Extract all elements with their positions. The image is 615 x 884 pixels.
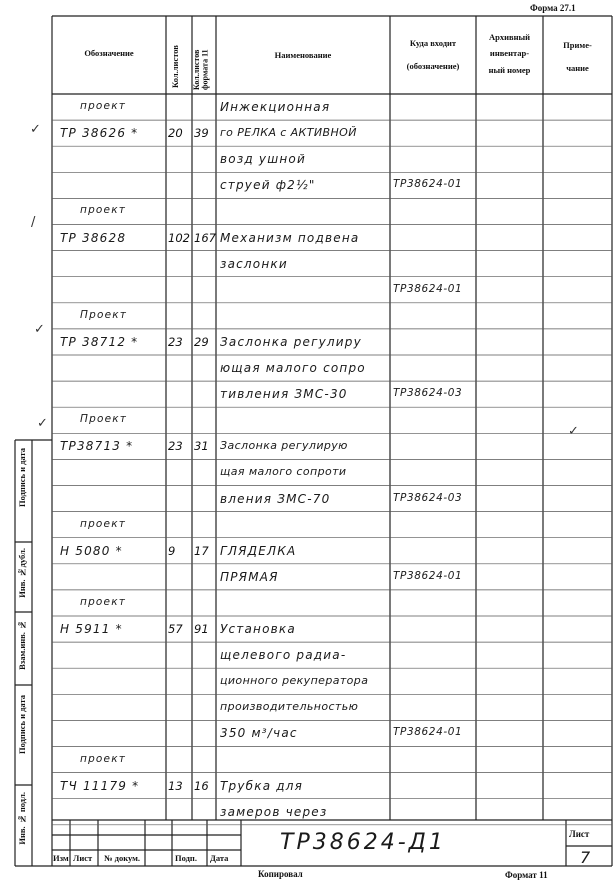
copied-by-label: Копировал [258,869,303,879]
sheet-number: 7 [580,848,592,867]
row-sheets-f11: 39 [194,126,209,141]
row-name: замеров через [220,804,328,819]
row-name: производительностью [220,700,359,714]
check-mark-icon: ✓ [568,424,579,439]
row-where: ТР38624-01 [393,569,463,582]
row-designation: проект [80,204,127,217]
row-name: Инжекционная [220,100,331,114]
footer-data: Дата [210,853,229,863]
row-designation: ТР38713 * [60,439,134,454]
row-where: ТР38624-01 [393,178,463,191]
row-name: Трубка для [220,778,304,793]
header-sheets-f11: Кол.листов формата 11 [192,49,210,90]
row-where: ТР38624-03 [393,387,463,400]
row-name: Установка [220,622,296,636]
row-sheets: 20 [168,126,183,141]
row-name: Механизм подвена [220,230,360,245]
row-designation: проект [80,100,127,112]
row-sheets: 23 [168,439,183,454]
header-archive-line3: ный номер [488,64,531,75]
row-designation: Проект [80,308,128,321]
check-mark-icon: ✓ [34,322,45,337]
check-mark-icon: ✓ [30,122,41,137]
row-name: 350 м³/час [220,726,298,741]
header-name: Наименование [274,50,332,60]
sheet-label: Лист [569,829,590,839]
check-mark-icon: ✓ [37,416,48,431]
side-label-inv-podl: Инв. № подл. [17,792,27,845]
row-sheets: 23 [168,334,183,349]
header-archive-line1: Архивный [488,32,531,42]
side-label-signature-date-2: Подпись и дата [17,695,27,754]
row-designation: Н 5080 * [60,543,123,558]
row-where: ТР38624-03 [393,491,463,504]
row-sheets-f11: 167 [194,230,216,245]
row-where: ТР38624-01 [393,282,463,295]
row-sheets-f11: 91 [194,622,209,636]
header-designation: Обозначение [84,48,134,58]
row-designation: Проект [80,413,128,426]
row-name: струей ф2½" [220,178,316,193]
row-name: Заслонка регулирую [220,439,348,453]
row-name: Заслонка регулиру [220,334,362,349]
row-designation: ТР 38628 [60,230,127,245]
document-designation: ТР38624-Д1 [280,830,446,855]
header-note [543,40,612,75]
row-designation: проект [80,752,127,765]
row-sheets: 13 [168,778,183,793]
row-designation: ТР 38712 * [60,334,139,349]
header-archive-line2: инвентар- [489,48,530,59]
row-name: ющая малого сопро [220,361,366,375]
row-sheets: 9 [168,543,176,558]
header-note-line1: Приме- [563,40,592,50]
form-label: Форма 27.1 [530,3,576,13]
footer-list: Лист [73,853,93,863]
footer-doc-no: № докум. [104,853,141,863]
row-sheets-f11: 17 [194,543,209,558]
row-sheets: 57 [168,622,183,636]
row-designation: ТР 38626 * [60,126,139,141]
side-label-vzam-inv: Взам.инв. № [17,620,27,670]
row-name: ПРЯМАЯ [220,569,279,584]
row-designation: Н 5911 * [60,622,123,636]
header-where-line1: Куда входит [409,38,457,48]
row-name: заслонки [220,256,288,271]
footer-podp: Подп. [175,853,197,863]
check-mark-icon: / [31,215,36,230]
row-sheets-f11: 16 [194,778,209,793]
row-sheets: 102 [168,230,190,245]
format-label: Формат 11 [505,870,548,880]
header-where-line2: (обозначение) [406,61,460,72]
row-designation: проект [80,517,127,530]
header-note-line2: чание [566,63,589,74]
row-name: щая малого сопроти [220,465,347,479]
side-label-signature-date-1: Подпись и дата [17,448,27,507]
row-where: ТР38624-01 [393,726,463,739]
row-name: возд ушной [220,152,306,167]
row-designation: проект [80,595,127,608]
row-designation: ТЧ 11179 * [60,778,140,793]
row-name: ГЛЯДЕЛКА [220,543,297,558]
header-where [390,38,476,73]
header-sheets: Кол.листов [170,45,180,88]
row-name: вления ЗМС-70 [220,491,331,506]
header-archive [476,32,543,76]
row-sheets-f11: 29 [194,334,209,349]
row-name: го РЕЛКА с АКТИВНОЙ [220,126,357,140]
row-name: тивления ЗМС-30 [220,387,348,402]
row-sheets-f11: 31 [194,439,209,454]
row-name: щелевого радиа- [220,648,347,663]
row-name: ционного рекуператора [220,674,369,688]
side-label-inv-dubl: Инв. №дубл. [17,548,27,598]
footer-izm: Изм [53,853,69,863]
